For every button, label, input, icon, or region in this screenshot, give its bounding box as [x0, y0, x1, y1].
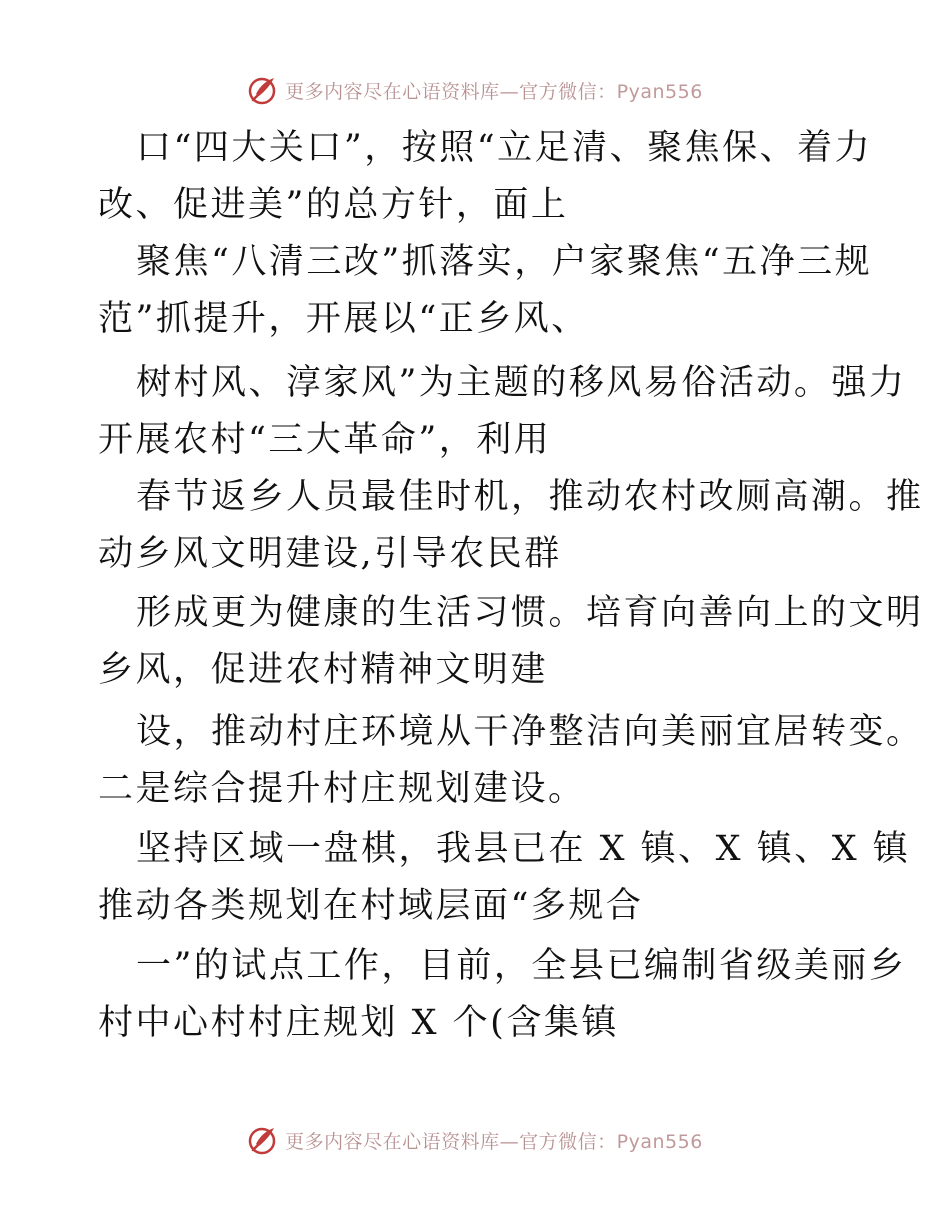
text-line: 坚持区域一盘棋，我县已在 X 镇、X 镇、X 镇	[136, 829, 911, 869]
text-line: 口“四大关口”，按照“立足清、聚焦保、着力	[136, 128, 873, 168]
text-line: 村中心村村庄规划 X 个(含集镇	[98, 1003, 619, 1043]
text-line: 改、促进美”的总方针，面上	[98, 185, 569, 225]
text-line: 形成更为健康的生活习惯。培育向善向上的文明	[136, 593, 924, 633]
watermark-text: 更多内容尽在心语资料库—官方微信：Pyan556	[285, 1130, 703, 1153]
pen-logo-icon	[247, 74, 279, 106]
header-watermark	[0, 70, 950, 110]
footer-watermark	[0, 1120, 950, 1160]
text-line: 开展农村“三大革命”，利用	[98, 420, 552, 460]
watermark-text: 更多内容尽在心语资料库—官方微信：Pyan556	[285, 80, 703, 103]
pen-logo-icon	[247, 1124, 279, 1156]
text-line: 一”的试点工作，目前，全县已编制省级美丽乡	[136, 946, 907, 986]
text-line: 树村风、淳家风”为主题的移风易俗活动。强力	[136, 363, 907, 403]
text-line: 推动各类规划在村域层面“多规合	[98, 886, 644, 926]
text-line: 春节返乡人员最佳时机，推动农村改厕高潮。推	[136, 477, 924, 517]
wechat-id: Pyan556	[616, 1130, 703, 1153]
text-line: 动乡风文明建设,引导农民群	[98, 534, 562, 574]
text-line: 乡风，促进农村精神文明建	[98, 650, 549, 690]
wechat-id: Pyan556	[616, 80, 703, 103]
text-line: 聚焦“八清三改”抓落实，户家聚焦“五净三规	[136, 242, 873, 282]
text-line: 二是综合提升村庄规划建设。	[98, 769, 586, 809]
text-line: 范”抓提升，开展以“正乡风、	[98, 299, 589, 339]
text-line: 设，推动村庄环境从干净整洁向美丽宜居转变。	[136, 712, 924, 752]
